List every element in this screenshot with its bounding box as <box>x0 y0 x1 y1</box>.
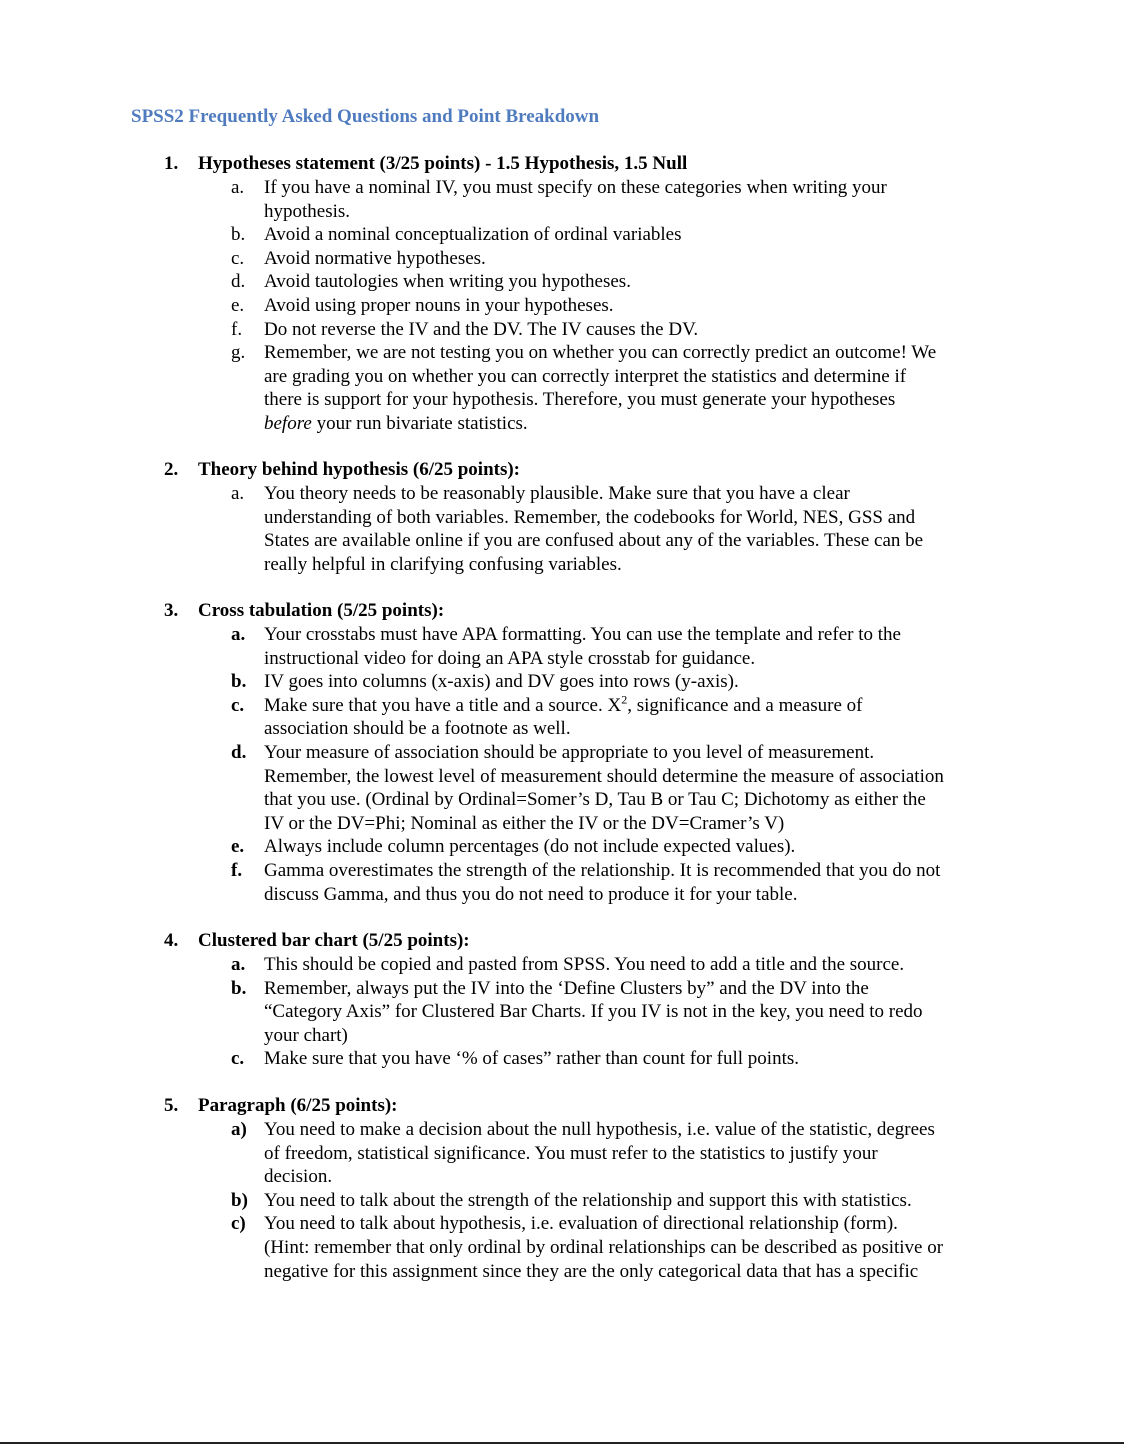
text-line: are grading you on whether you can correctly interpret the statistics and determine if <box>264 365 907 387</box>
text-line <box>264 412 936 436</box>
text-line: discuss Gamma, and thus you do not need to produce it for your table. <box>264 883 798 905</box>
section-number: 3. <box>164 600 179 621</box>
text-line: of freedom, statistical significance. You must refer to the statistics to justify your <box>264 1142 878 1164</box>
text-line: there is support for your hypothesis. Therefore, you must generate your hypotheses <box>264 389 896 411</box>
list-marker: a. <box>231 483 245 504</box>
text-line: You need to make a decision about the null hypothesis, i.e. value of the statistic, degrees <box>264 1119 935 1140</box>
list-item-text <box>264 341 936 435</box>
superscript: 2 <box>621 692 628 707</box>
page-bottom-border <box>0 1442 1124 1444</box>
section-title: Clustered bar chart (5/25 points): <box>198 930 470 951</box>
section-title: Cross tabulation (5/25 points): <box>198 600 445 621</box>
text-line: association should be a footnote as well. <box>264 718 571 740</box>
list-item-text <box>264 694 862 741</box>
text-line: (Hint: remember that only ordinal by ordinal relationships can be described as positive or <box>264 1236 944 1258</box>
list-marker: e. <box>231 836 245 858</box>
text-line: Do not reverse the IV and the DV. The IV causes the DV. <box>264 318 699 340</box>
emphasis-text: before <box>264 412 312 434</box>
list-item-text <box>264 247 486 271</box>
section-number: 5. <box>164 1095 179 1116</box>
list-item-text <box>264 670 739 694</box>
text-fragment: Make sure that you have a title and a source. X <box>264 694 622 716</box>
list-marker: a) <box>231 1119 247 1140</box>
text-line: “Category Axis” for Clustered Bar Charts. If you IV is not in the key, you need to redo <box>264 1001 923 1023</box>
list-marker: f. <box>231 860 243 881</box>
list-item-text <box>264 1118 935 1189</box>
section-number: 4. <box>164 930 179 951</box>
section-title: Hypotheses statement (3/25 points) - 1.5 Hypothesis, 1.5 Null <box>198 153 688 174</box>
text-line: IV or the DV=Phi; Nominal as either the IV or the DV=Cramer’s V) <box>264 812 785 834</box>
text-line: Avoid normative hypotheses. <box>264 247 486 269</box>
text-line: hypothesis. <box>264 200 351 222</box>
text-line: Remember, we are not testing you on whether you can correctly predict an outcome! We <box>264 342 937 364</box>
text-line: really helpful in clarifying confusing variables. <box>264 553 622 575</box>
list-marker: a. <box>231 624 246 645</box>
text-line: This should be copied and pasted from SPSS. You need to add a title and the source. <box>264 954 905 975</box>
list-marker: d. <box>231 271 246 293</box>
list-item-text <box>264 741 944 835</box>
list-marker: e. <box>231 295 245 316</box>
list-marker: c. <box>231 1048 245 1070</box>
text-line: If you have a nominal IV, you must specify on these categories when writing your <box>264 177 887 198</box>
list-item-text <box>264 223 682 247</box>
text-line: negative for this assignment since they are the only categorical data that has a specific <box>264 1260 919 1282</box>
list-item-text <box>264 623 901 670</box>
section-title: Theory behind hypothesis (6/25 points): <box>198 459 521 480</box>
text-line: Remember, the lowest level of measurement should determine the measure of association <box>264 765 944 787</box>
text-fragment: , significance and a measure of <box>627 694 863 716</box>
list-item-text <box>264 953 904 977</box>
list-marker: d. <box>231 742 247 763</box>
text-line: States are available online if you are confused about any of the variables. These can be <box>264 530 924 552</box>
list-marker: g. <box>231 342 246 364</box>
list-item-text <box>264 270 631 294</box>
list-marker: f. <box>231 318 243 340</box>
list-marker: b. <box>231 671 247 693</box>
section-number: 1. <box>164 153 179 174</box>
list-item-text <box>264 482 923 576</box>
section-number: 2. <box>164 459 179 480</box>
text-line: Avoid a nominal conceptualization of ordinal variables <box>264 224 682 246</box>
text-line: your chart) <box>264 1024 348 1046</box>
text-line: instructional video for doing an APA style crosstab for guidance. <box>264 647 756 669</box>
text-line: You need to talk about the strength of the relationship and support this with statistics. <box>264 1189 912 1211</box>
text-line: decision. <box>264 1166 333 1188</box>
text-line <box>264 694 862 718</box>
list-marker: c) <box>231 1213 246 1235</box>
text-line: Make sure that you have ‘% of cases” rather than count for full points. <box>264 1048 799 1070</box>
list-item-text <box>264 318 698 342</box>
list-marker: c. <box>231 247 245 269</box>
list-item-text <box>264 176 887 223</box>
list-marker: b. <box>231 977 247 999</box>
text-line: that you use. (Ordinal by Ordinal=Somer’s D, Tau B or Tau C; Dichotomy as either the <box>264 789 926 811</box>
list-marker: a. <box>231 954 246 975</box>
list-item-text <box>264 1189 912 1213</box>
text-line: IV goes into columns (x-axis) and DV goes into rows (y-axis). <box>264 671 739 693</box>
list-item-text <box>264 1047 799 1071</box>
text-line: Your measure of association should be appropriate to you level of measurement. <box>264 742 875 763</box>
list-item-text <box>264 835 795 859</box>
text-line: Avoid tautologies when writing you hypotheses. <box>264 271 631 293</box>
text-line: Always include column percentages (do not include expected values). <box>264 836 796 858</box>
text-line: Gamma overestimates the strength of the relationship. It is recommended that you do not <box>264 860 941 881</box>
list-marker: c. <box>231 694 245 716</box>
list-item-text <box>264 294 614 318</box>
text-line: Remember, always put the IV into the ‘Define Clusters by” and the DV into the <box>264 977 869 999</box>
list-item-text <box>264 977 923 1048</box>
list-marker: b. <box>231 224 246 246</box>
text-line: understanding of both variables. Remember, the codebooks for World, NES, GSS and <box>264 506 916 528</box>
list-marker: a. <box>231 177 245 198</box>
text-line: Your crosstabs must have APA formatting. You can use the template and refer to the <box>264 624 901 645</box>
list-item-text <box>264 1212 943 1283</box>
text-line: You need to talk about hypothesis, i.e. evaluation of directional relationship (form). <box>264 1213 898 1235</box>
text-fragment: your run bivariate statistics. <box>311 412 528 434</box>
list-item-text <box>264 859 940 906</box>
text-line: Avoid using proper nouns in your hypotheses. <box>264 295 614 316</box>
text-line: You theory needs to be reasonably plausible. Make sure that you have a clear <box>264 483 850 504</box>
list-marker: b) <box>231 1189 248 1211</box>
document-title: SPSS2 Frequently Asked Questions and Point Breakdown <box>131 106 600 127</box>
section-title: Paragraph (6/25 points): <box>198 1095 398 1116</box>
